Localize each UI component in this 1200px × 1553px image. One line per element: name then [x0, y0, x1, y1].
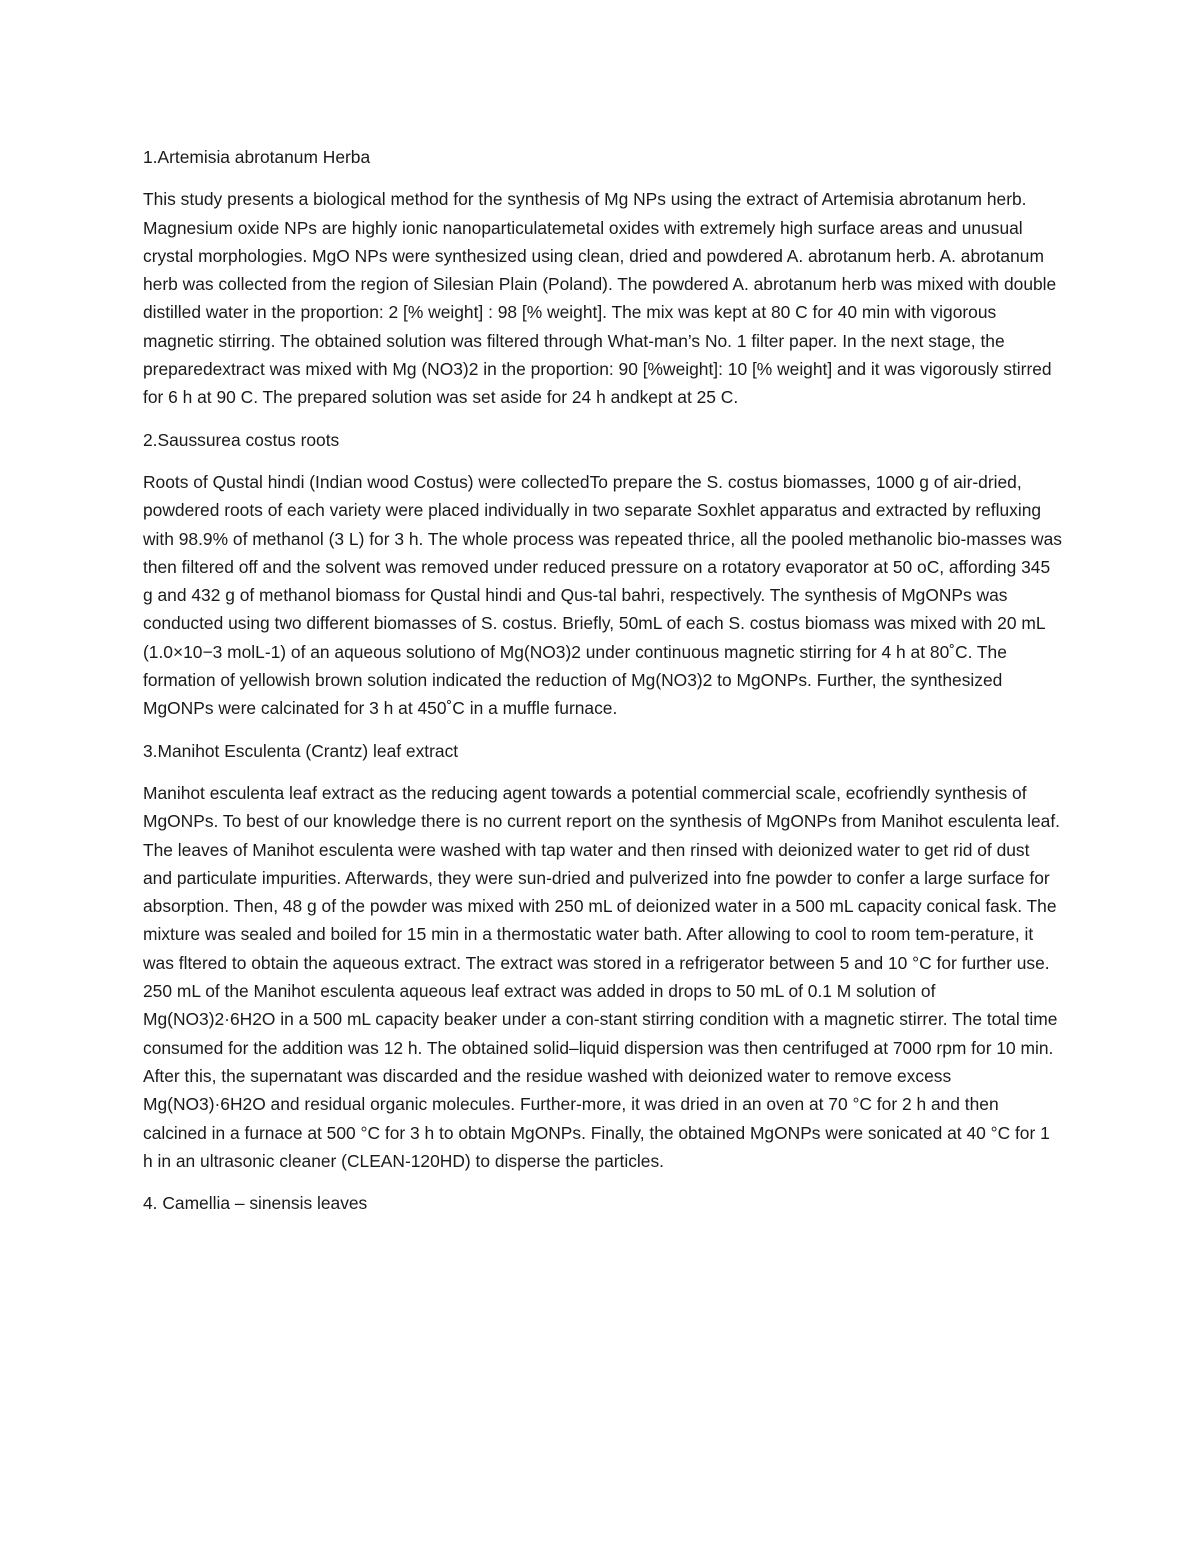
section-1-paragraph: This study presents a biological method for the synthesis of Mg NPs using the extract of Artemisia abrotanum herb. Magnesium oxide NPs are highly ionic nanoparticulatemetal oxides with extremely high surface areas and unusual crystal morphologies. MgO NPs were synthesized using clean, dried and powdered A. abrotanum herb. A. abrotanum herb was collected from the region of Silesian Plain (Poland). The powdered A. abrotanum herb was mixed with double distilled water in the proportion: 2 [% weight] : 98 [% weight]. The mix was kept at 80 C for 40 min with vigorous magnetic stirring. The obtained solution was filtered through What-man’s No. 1 filter paper. In the next stage, the preparedextract was mixed with Mg (NO3)2 in the proportion: 90 [%weight]: 10 [% weight] and it was vigorously stirred for 6 h at 90 C. The prepared solution was set aside for 24 h andkept at 25 C.: [143, 189, 1057, 408]
document-body: [143, 143, 1063, 1231]
section-2-paragraph: Roots of Qustal hindi (Indian wood Costus) were collectedTo prepare the S. costus biomasses, 1000 g of air-dried, powdered roots of each variety were placed individually in two separate Soxhlet apparatus and extracted by refluxing with 98.9% of methanol (3 L) for 3 h. The whole process was repeated thrice, all the pooled methanolic bio-masses was then filtered off and the solvent was removed under reduced pressure on a rotatory evaporator at 50 oC, affording 345 g and 432 g of methanol biomass for Qustal hindi and Qus-tal bahri, respectively. The synthesis of MgONPs was conducted using two different biomasses of S. costus. Briefly, 50mL of each S. costus biomass was mixed with 20 mL (1.0×10−3 molL-1) of an aqueous solutiono of Mg(NO3)2 under continuous magnetic stirring for 4 h at 80˚C. The formation of yellowish brown solution indicated the reduction of Mg(NO3)2 to MgONPs. Further, the synthesized MgONPs were calcinated for 3 h at 450˚C in a muffle furnace.: [143, 471, 1062, 719]
section-1-heading: 1.Artemisia abrotanum Herba: [143, 147, 371, 167]
section-3-paragraph: Manihot esculenta leaf extract as the reducing agent towards a potential commercial scale, ecofriendly synthesis of MgONPs. To best of our knowledge there is no current report on the synthesis of MgONPs from Manihot esculenta leaf. The leaves of Manihot esculenta were washed with tap water and then rinsed with deionized water to get rid of dust and particulate impurities. Afterwards, they were sun-dried and pulverized into fne powder to confer a large surface for absorption. Then, 48 g of the powder was mixed with 250 mL of deionized water in a 500 mL capacity conical fask. The mixture was sealed and boiled for 15 min in a thermostatic water bath. After allowing to cool to room tem-perature, it was fltered to obtain the aqueous extract. The extract was stored in a refrigerator between 5 and 10 °C for further use. 250 mL of the Manihot esculenta aqueous leaf extract was added in drops to 50 mL of 0.1 M solution of Mg(NO3)2·6H2O in a 500 mL capacity beaker under a con-stant stirring condition with a magnetic stirrer. The total time consumed for the addition was 12 h. The obtained solid–liquid dispersion was then centrifuged at 7000 rpm for 10 min. After this, the supernatant was discarded and the residue washed with deionized water to remove excess Mg(NO3)·6H2O and residual organic molecules. Further-more, it was dried in an oven at 70 °C for 2 h and then calcined in a furnace at 500 °C for 3 h to obtain MgONPs. Finally, the obtained MgONPs were sonicated at 40 °C for 1 h in an ultrasonic cleaner (CLEAN-120HD) to disperse the particles.: [143, 782, 1060, 1171]
section-3-heading: 3.Manihot Esculenta (Crantz) leaf extract: [143, 740, 459, 761]
section-2-heading: 2.Saussurea costus roots: [143, 429, 340, 450]
section-4-heading: 4. Camellia – sinensis leaves: [143, 1193, 368, 1214]
